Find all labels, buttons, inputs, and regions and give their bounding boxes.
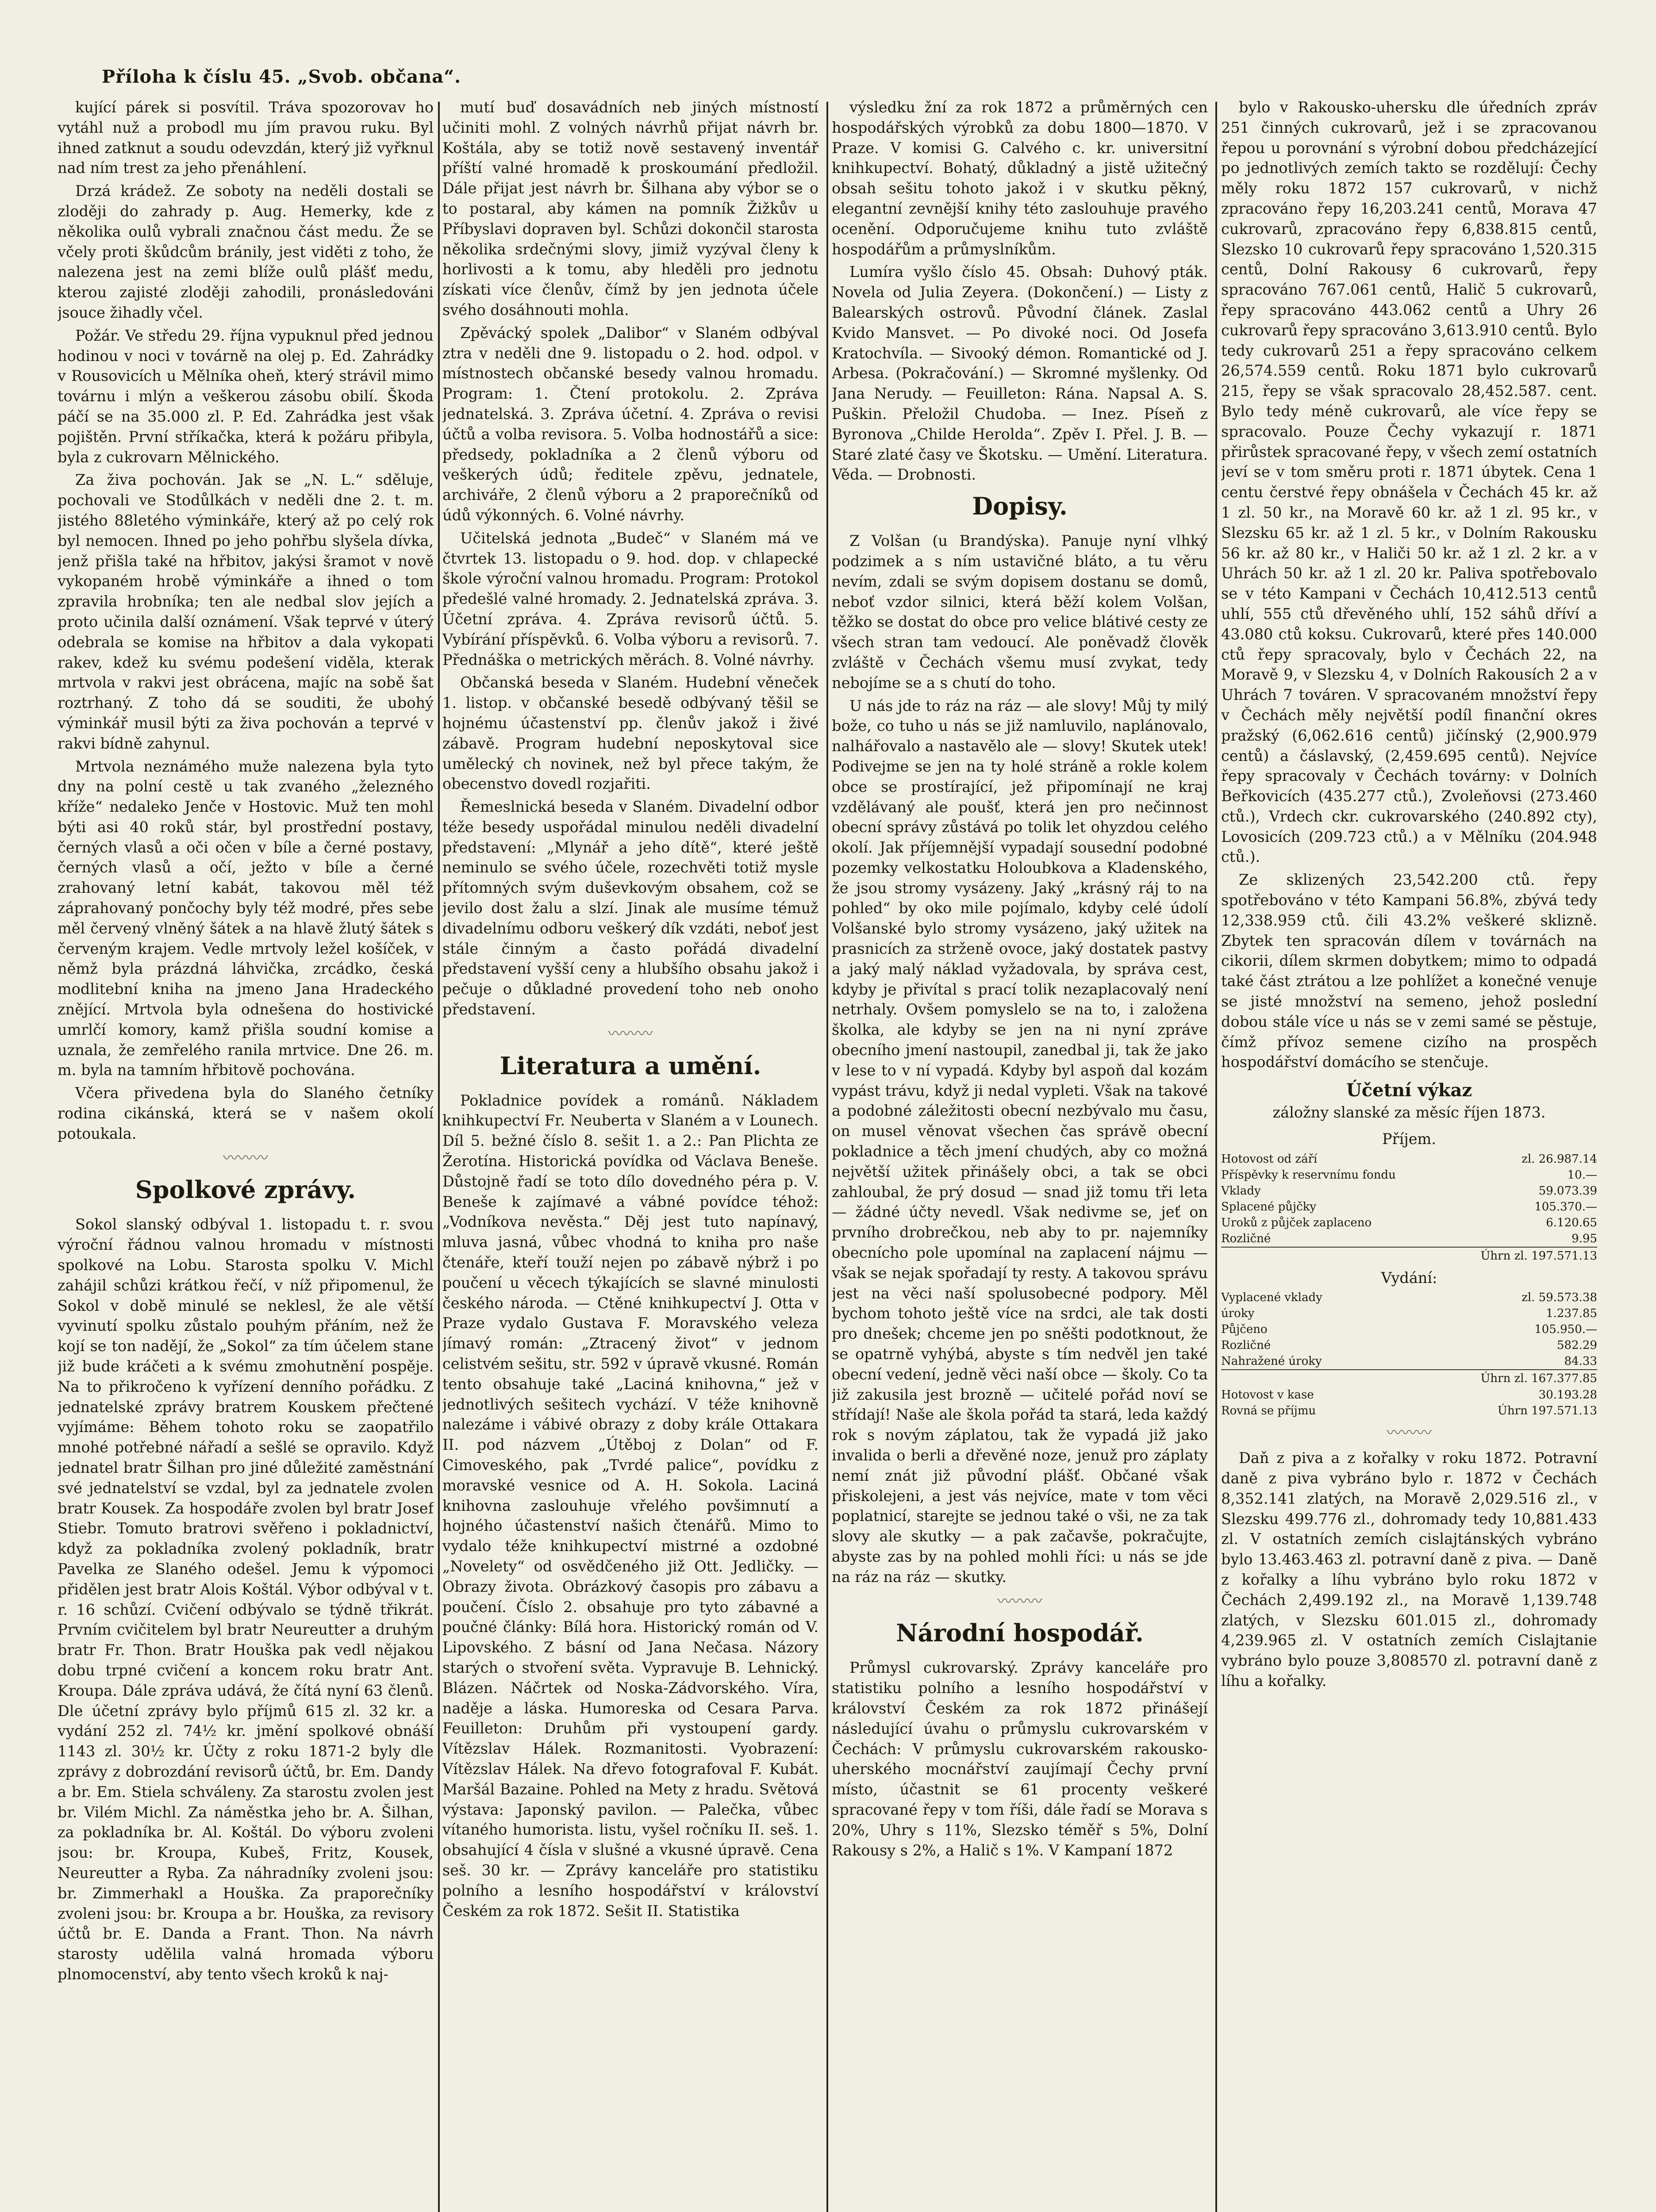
report-row bbox=[1221, 1151, 1597, 1167]
report-value: 582.29 bbox=[1557, 1339, 1597, 1352]
article-paragraph: bylo v Rakousko-uhersku dle úředních zpráv 251 činných cukrovarů, jež i se zpracovanou řepou u porovnání s výrobní dobou předcházející po jednotlivých zemích takto se rozdělují: Čechy měly roku 1872 157 cukrovarů, v nichž zpracováno řepy 16,203.241 centů, Morava 47 cukrovarů, zpracováno řepy 6,838.815 centů, Slezsko 10 cukrovarů řepy spracováno 1,520.315 centů, Dolní Rakousy 6 cukrovarů, řepy spracováno 767.061 centů, Halič 5 cukrovarů, řepy spracováno 443.062 centů a Uhry 26 cukrovarů řepy spracováno 3,613.910 centů. Bylo tedy cukrovarů 251 a řepy spracováno celkem 26,574.559 centů. Roku 1871 bylo cukrovarů 215, řepy se však spracovalo 28,452.587. cent. Bylo tedy méně cukrovarů, ale více řepy se spracovalo. Pouze Čechy vykazují r. 1871 přirůstek spracované řepy, v všech zemí ostatních jeví se v tom směru proti r. 1871 úbytek. Cena 1 centu čerstvé řepy obnášela v Čechách 45 kr. až 1 zl. 50 kr., na Moravě 60 kr. až 1 zl. 95 kr., v Slezsku 65 kr. až 1 zl. 5 kr., v Dolním Rakousku 56 kr. až 80 kr., v Haliči 50 kr. až 1 zl. 2 kr. a v Uhrách 50 kr. až 1 zl. 20 kr. Paliva spotřebovalo se v této Kampani v Čechách 10,412.513 centů uhlí, 555 ctů dřevěného uhlí, 152 sáhů dříví a 43.080 ctů koksu. Cukrovarů, které přes 140.000 ctů řepy spracovaly, bylo v Čechách 22, na Moravě 9, v Slezsku 4, v Dolních Rakousích 2 a v Uhrách 7 továren. V spracovaném množství řepy v Čechách měly největší podíl finanční okres pražský (6,062.616 centů) jičínský (2,900.979 centů) a čáslavský, (2,459.695 centů). Nejvíce řepy spracovaly v Čechách továrny: v Dolních Beřkovicích (435.277 ctů.), Zvoleňovsi (273.460 ctů.), Vrdech ckr. cukrovarského (240.892 cty), Lovosicích (209.723 ctů.) a v Mělníku (204.948 ctů.). bbox=[1221, 99, 1597, 866]
column-2 bbox=[442, 97, 818, 2212]
column-rule bbox=[1215, 102, 1217, 2212]
report-row bbox=[1221, 1167, 1597, 1183]
article-paragraph: Lumíra vyšlo číslo 45. Obsah: Duhový pták. Novela od Julia Zeyera. (Dokončení.) — Listy z Balearských ostrovů. Původní článek. Zaslal Kvido Mansvet. — Po divoké noci. Od Josefa Kratochvíla. — Sivooký démon. Romantické od J. Arbesa. (Pokračování.) — Skromné myšlenky. Od Jana Nerudy. — Feuilleton: Rána. Napsal A. S. Puškin. Přeložil Chudoba. — Inez. Píseň z Byronova „Childe Herolda“. Zpěv I. Přel. J. B. — Staré zlaté časy ve Škotsku. — Umění. Literatura. Věda. — Drobnosti. bbox=[832, 263, 1208, 484]
report-label: Rozličné bbox=[1221, 1339, 1271, 1352]
article-paragraph: Drzá krádež. Ze soboty na neděli dostali se zloději do zahrady p. Aug. Hemerky, kde z několika oulů vybrali značnou část medu. Že se včely proti škůdcům bránily, jest viděti z toho, že nalezena jest na zemi blíže oulů plášť medu, kterou zajisté zloději zahodili, pronásledováni jsouce žihadly včel. bbox=[58, 182, 434, 321]
article-paragraph: mutí buď dosavádních neb jiných místností učiniti mohl. Z volných návrhů přijat návrh br. Koštála, aby se totiž nově sestavený inventář příští valné hromadě k proskoumání předložil. Dále přijat jest návrh br. Šilhana aby výbor se o to postaral, aby kámen na pomník Žižkův u Příbyslavi dopraven byl. Schůzi dokončil starosta několika srdečnými slovy, jimiž vyzýval členy k horlivosti a k tomu, aby hleděli pro jednotu získati více členův, čímž by jen jednota účele svého dosáhnouti mohla. bbox=[442, 99, 818, 319]
column-4 bbox=[1221, 97, 1597, 2212]
report-value: 105.950.— bbox=[1534, 1323, 1597, 1336]
report-value: 59.073.39 bbox=[1538, 1184, 1597, 1198]
column-3 bbox=[832, 97, 1208, 2212]
section-heading: Spolkové zprávy. bbox=[135, 1175, 356, 1204]
report-row bbox=[1221, 1387, 1597, 1403]
expense-caption: Vydání: bbox=[1381, 1269, 1437, 1286]
report-label: Hotovost v kase bbox=[1221, 1388, 1314, 1402]
supplement-header: Příloha k číslu 45. „Svob. občana“. bbox=[102, 66, 461, 87]
article-paragraph: kující párek si posvítil. Tráva spozorovav ho vytáhl nuž a probodl mu jím pravou ruku. Byl ihned zatknut a soudu odevzdán, který již vyřknul nad ním trest za jeho přenáhlení. bbox=[58, 99, 434, 177]
article-paragraph: Z Volšan (u Brandýska). Panuje nyní vlhký podzimek a s ním ustavičné bláto, a tu věru nevím, zdali se svým dopisem dostanu se domů, neboť vzdor silnici, která běží kolem Volšan, těžko se dostat do obce pro velice blátivé cesty ze všech stran tam vedoucí. Ale poněvadž člověk zvláště v Čechách všemu musí zvykat, tedy nebojíme se a s chutí do toho. bbox=[832, 532, 1208, 691]
separator-ornament: 〰〰〰 bbox=[223, 1149, 268, 1167]
report-label: Uroků z půjček zaplaceno bbox=[1221, 1216, 1372, 1229]
report-value: zl. 26.987.14 bbox=[1522, 1152, 1597, 1166]
report-label: Splacené půjčky bbox=[1221, 1200, 1317, 1214]
report-value: 9.95 bbox=[1571, 1232, 1597, 1245]
report-value: 105.370.— bbox=[1534, 1200, 1597, 1214]
report-value: 6.120.65 bbox=[1546, 1216, 1597, 1229]
report-row bbox=[1221, 1199, 1597, 1215]
article-paragraph: Průmysl cukrovarský. Zprávy kanceláře pro statistiku polního a lesního hospodářství v království Českém za rok 1872 přinášejí následující úvahu o průmyslu cukrovarském v Čechách: V průmyslu cukrovarském rakousko-uherského mocnářství zaujímají Čechy první místo, účastnit se 61 procenty veškeré spracované řepy v tom říši, dále řadí se Morava s 20%, Uhry s 11%, Slezsko téměř s 5%, Dolní Rakousy s 2%, a Halič s 1%. V Kampaní 1872 bbox=[832, 1659, 1208, 1859]
report-label: Vklady bbox=[1221, 1184, 1261, 1198]
separator-ornament: 〰〰〰 bbox=[608, 1025, 653, 1043]
column-1 bbox=[58, 97, 434, 2212]
report-row bbox=[1221, 1403, 1597, 1419]
report-label: Vyplacené vklady bbox=[1221, 1291, 1322, 1305]
article-paragraph: Sokol slanský odbýval 1. listopadu t. r. svou výroční řádnou valnou hromadu v místnosti spolkové na Lobu. Starosta spolku V. Michl zahájil schůzi krátkou řečí, v níž připomenul, že Sokol v době minulé se neklesl, že ale větší vyvinutí spolku zůstalo pouhým přáním, než že kojí se ton nadějí, že „Sokol“ za tím účelem stane již bude kráčeti a k svému zmohutnění pospěje. Na to přikročeno k vyřízení denního pořádku. Z jednatelské zprávy bratrem Kouskem přečtené vyjímáme: Během tohoto roku se zaopatřilo mnohé potřebné nářadí a sešlé se opravilo. Když jednatel bratr Šilhan pro jiné důležité zaměstnání své jednatelství se vzdal, byl za jednatele zvolen bratr Kousek. Za hospodáře zvolen byl bratr Josef Stiebr. Tomuto bratrovi svěřeno i pokladnictví, když za pokladníka zvolený pokladník, bratr Pavelka ze Slaného odešel. Jemu k výpomoci přidělen jest bratr Alois Koštál. Výbor odbýval v t. r. 16 schůzí. Cvičení odbývalo se týdně třikrát. Prvním cvičitelem byl bratr Neureutter a druhým bratr Fr. Thon. Bratr Houška pak vedl nějakou dobu trpné cvičení a koncem roku bratr Ant. Kroupa. Dále zpráva udává, že čítá nyní 63 členů. Dle účetní zprávy bylo příjmů 615 zl. 32 kr. a vydání 252 zl. 74½ kr. jmění spolkové obnáší 1143 zl. 30½ kr. Účty z roku 1871-2 byly dle zprávy z dobrozdání revisorů účtů, br. Em. Dandy a br. Em. Stiela schváleny. Za starostu zvolen jest br. Vilém Michl. Za náměstka jeho br. A. Šilhan, za pokladníka br. Al. Koštál. Do výboru zvoleni jsou: br. Kroupa, Kubeš, Fritz, Kousek, Neureutter a Ryba. Za náhradníky zvoleni jsou: br. Zimmerhakl a Houška. Za praporečníky zvoleni jsou: br. Kroupa a br. Houška, za revisory účtů br. E. Danda a Frant. Thon. Na návrh starosty udělila valná hromada výboru plnomocenství, aby tento všech kroků k naj- bbox=[58, 1216, 434, 1983]
report-subtitle: záložny slanské za měsíc říjen 1873. bbox=[1272, 1104, 1546, 1121]
expense-total: Úhrn zl. 167.377.85 bbox=[1221, 1369, 1597, 1387]
article-paragraph: Daň z piva a z kořalky v roku 1872. Potravní daně z piva vybráno bylo r. 1872 v Čechách 8,352.141 zlatých, na Moravě 2,029.516 zl., v Slezsku 499.776 zl., dohromady tedy 10,881.433 zl. V ostatních zemích cislajtánských vybráno bylo 13.463.463 zl. potravní daně z piva. — Daně z kořalky a líhu vybráno bylo roku 1872 v Čechách 2,499.192 zl., na Moravě 1,139.748 zlatých, v Slezsku 601.015 zl., dohromady 4,239.965 zl. V ostatních zemích Cislajtanie vybráno bylo pouze 3,808570 zl. potravní daně z líhu a kořalky. bbox=[1221, 1449, 1597, 1690]
report-title: Účetní výkaz bbox=[1346, 1080, 1472, 1101]
column-rule bbox=[438, 102, 440, 2212]
report-row bbox=[1221, 1215, 1597, 1231]
column-rule bbox=[826, 102, 828, 2212]
report-label: úroky bbox=[1221, 1307, 1255, 1321]
report-row bbox=[1221, 1337, 1597, 1353]
income-total: Úhrn zl. 197.571.13 bbox=[1221, 1247, 1597, 1264]
article-paragraph: Učitelská jednota „Budeč“ v Slaném má ve čtvrtek 13. listopadu o 9. hod. dop. v chlapecké škole výroční valnou hromadu. Program: Protokol předešlé valné hromady. 2. Jednatelská zpráva. 3. Účetní zpráva. 4. Zpráva revisorů účtů. 5. Vybírání příspěvků. 6. Volba výboru a revisorů. 7. Přednáška o metrických měrách. 8. Volné návrhy. bbox=[442, 529, 818, 668]
report-label: Hotovost od září bbox=[1221, 1152, 1318, 1166]
report-value: Úhrn 197.571.13 bbox=[1498, 1404, 1597, 1418]
income-caption: Příjem. bbox=[1382, 1130, 1436, 1148]
article-paragraph: U nás jde to ráz na ráz — ale slovy! Můj ty milý bože, co tuho u nás se již namluvilo, naplánovalo, nalhářovalo a nastavělo ale — slovy! Skutek utek! Podivejme se jen na ty holé stráně a rokle kolem obce se prostírající, jež připomínají ne kraj vzdělávaný ale poušť, která jen pro nečinnost obecní správy zůstává po tolik let ohyzdou celého okolí. Jak příjemnější vypadají sousední podobné pozemky velkostatku Holoubkova a Kladenského, že jsou stromy vysázeny. Jaký „krásný ráj to na pohled“ by oko mile pojímalo, kdyby celé údolí Volšanské bylo stromy vysázeno, jaký užitek na prasnicích za strženě ovoce, jaký dostatek pastvy a jaký malý náklad vyžadovala, by správa cest, kdyby je přivítal s prací tolik nezaplacovalý není netrhaly. Ovšem pomyslelo se na to, i založena školka, ale kdyby se jen na ni nyní zpráve obecního jmení nastoupil, zanedbal ji, tak že jako v lese to v ní vypadá. Kdyby byl aspoň dal kozám vypást trávu, když ji nedal vypleti. Však na takové a podobné záležitosti obecní nezbývalo mu času, on musel věnovat všechen čas správě obecní pokladnice a těch jmení chudých, aby co možná největší užitek přinášely obci, a tak se obci zahloubal, že prý dosud — snad již tomu tři leta — žádné účty nevedl. Však nedivme se, jeť on prvního drobrečkou, neb aby to pr. najemníky obecnícho pole upomínal na zaplacení nájmu — však se nejak spořadají ty resty. A takovou správu jest na věci naší spolusobecné podpory. Měl bychom tohoto ještě více na srdci, ale tak dosti pro dnešek; chceme jen po sněšti podotknout, že se opatrně vyhýbá, abyste s tím nedvěl jen také obecní vedení, jedně věci naší obce — školy. Co ta již zakusila jest brozně — učitelé pořád noví se střídají! Naše ale škola pořád ta stará, leda každý rok s novým záplatou, tak že vypadá již jako invalida o berli a dřevěné noze, jenuž pro záplaty nemí znát již původní plášť. Občané však přiskolejeni, a jest vás nejvíce, mate v tom věci poplatnicí, starejte se jednou také o vši, ne za tak slovy ale skutky — a pak začavše, pokračujte, abyste zas by na pohled mohli říci: u nás se jde na ráz na ráz — skutky. bbox=[832, 697, 1208, 1586]
report-label: Půjčeno bbox=[1221, 1323, 1268, 1336]
report-row bbox=[1221, 1290, 1597, 1306]
section-heading: Dopisy. bbox=[972, 492, 1068, 521]
report-row bbox=[1221, 1183, 1597, 1199]
article-paragraph: Pokladnice povídek a románů. Nákladem knihkupectví Fr. Neuberta v Slaném a v Lounech. Díl 5. bežné číslo 8. sešit 1. a 2.: Pan Plichta ze Žerotína. Historická povídka od Václava Beneše. Důstojně řadí se toto dílo dovedného péra p. V. Beneše k zajímavé a vábné povídce téhož: „Vodníkova nevěsta.“ Děj jest tuto napínavý, mluva jasná, vůbec vhodná to kniha pro naše čtenáře, kteří touží nejen po zábavě nýbrž i po poučení u věcech týkajících se slavné minulosti českého národa. — Ctěné knihkupectví J. Otta v Praze vydalo Gustava F. Moravského veleza jímavý román: „Ztracený život“ v jednom celistvém sešitu, str. 592 v úpravě vkusné. Román tento obsahuje také „Laciná knihovna,“ jež v jednotlivých sešitech vychází. V téže knihovně nalezáme i vábivé obrazy z doby krále Ottakara II. pod názvem „Útěboj z Dolan“ od F. Cimoveského, pak „Tvrdé palice“, povídku z moravské vesnice od A. H. Sokola. Laciná knihovna zaslouhuje vřelého povšimnutí a hojného účastenství našich čtenářů. Mimo to vydalo téže knihkupectví mistrné a ozdobné „Novelety“ od osvědčeného již Ott. Jedličky. — Obrazy života. Obrázkový časopis pro zábavu a poučení. Číslo 2. obsahuje pro tyto zábavné a poučné články: Bílá hora. Historický román od V. Lipovského. Z básní od Jana Nečasa. Názory starých o stvoření světa. Vypravuje B. Lehnický. Blázen. Náčrtek od Noska-Zádvorského. Víra, naděje a láska. Humoreska od Cesara Parva. Feuilleton: Druhům při vystoupení gardy. Vítězslav Hálek. Rozmanitosti. Vyobrazení: Vítězslav Hálek. Na dřevo fotografoval F. Kubát. Maršál Bazaine. Pohled na Mety z hradu. Světová výstava: Japonský pavilon. — Palečka, vůbec vítaného humorista. listu, vyšel ročníku II. seš. 1. obsahující 4 čísla v slušné a vkusné úpravě. Cena seš. 30 kr. — Zprávy kanceláře pro statistiku polního a lesního hospodářství v království Českém za rok 1872. Sešit II. Statistika bbox=[442, 1091, 818, 1920]
section-heading: Národní hospodář. bbox=[896, 1619, 1144, 1647]
separator-ornament: 〰〰〰 bbox=[1387, 1424, 1432, 1442]
report-value: 10.— bbox=[1567, 1168, 1597, 1182]
report-label: Příspěvky k reservnímu fondu bbox=[1221, 1168, 1396, 1182]
report-label: Rozličné bbox=[1221, 1232, 1271, 1245]
article-paragraph: Včera přivedena byla do Slaného četníky rodina cikánská, která se v našem okolí potoukala. bbox=[58, 1084, 434, 1142]
financial-report bbox=[1221, 1080, 1597, 1419]
article-paragraph: Ze sklizených 23,542.200 ctů. řepy spotřebováno v této Kampani 56.8%, zbývá tedy 12,338.959 ctů. čili 43.2% veškeré sklizně. Zbytek ten spracován dílem v továrnách na cikorii, dílem skrmen dobytkem; mimo to odpadá také část ztrátou a lze pohlížet a konečné venuje se jisté množství na semeno, jehož poslední dobou stále více u nás se v zemi samé se pěstuje, čímž přívoz semene cizího na prospěch hospodářství domácího se stenčuje. bbox=[1221, 871, 1597, 1071]
report-label: Rovná se příjmu bbox=[1221, 1404, 1316, 1418]
article-paragraph: Zpěvácký spolek „Dalibor“ v Slaném odbýval ztra v neděli dne 9. listopadu o 2. hod. odpol. v místnostech občanské besedy valnou hromadu. Program: 1. Čtení protokolu. 2. Zpráva jednatelská. 3. Zpráva účetní. 4. Zpráva o revisi účtů a volba revisora. 5. Volba hodnostářů a sice: předsedy, pokladníka a 2 členů výboru od veškerých údů; ředitele zpěvu, jednatele, archiváře, 2 členů výboru a 2 praporečníků od údů výkonných. 6. Volné návrhy. bbox=[442, 324, 818, 524]
report-value: 1.237.85 bbox=[1546, 1307, 1597, 1321]
report-value: 30.193.28 bbox=[1538, 1388, 1597, 1402]
report-row bbox=[1221, 1306, 1597, 1321]
report-value: zl. 59.573.38 bbox=[1522, 1291, 1597, 1305]
report-row bbox=[1221, 1231, 1597, 1247]
report-row bbox=[1221, 1353, 1597, 1369]
report-label: Nahražené úroky bbox=[1221, 1355, 1322, 1368]
article-paragraph: výsledku žní za rok 1872 a průměrných cen hospodářských výrobků za dobu 1800—1870. V Praze. V komisi G. Calvého c. kr. universitní knihkupectví. Bohatý, důkladný a jistě užitečný obsah sešitu tohoto jakož i v skutku pěkný, elegantní zevnější knihy této zaslouhuje pravého ocenění. Odporučujeme knihu tuto zvláště hospodářům a průmyslníkům. bbox=[832, 99, 1208, 258]
section-heading: Literatura a umění. bbox=[499, 1051, 761, 1080]
article-paragraph: Požár. Ve středu 29. října vypuknul před jednou hodinou v noci v továrně na olej p. Ed. Zahrádky v Rousovicích u Mělníka oheň, který strávil mimo továrnu i mlýn a veškerou zásobu obilí. Škoda páčí se na 35.000 zl. P. Ed. Zahrádka jest však pojištěn. První stříkačka, která k požáru přibyla, byla z cukrovarn Mělnického. bbox=[58, 326, 434, 466]
article-paragraph: Občanská beseda v Slaném. Hudební věneček 1. listop. v občanské besedě odbývaný těšil se hojnému účastenství pp. členův jakož i živé zábavě. Program hudební neposkytoval sice umělecký ch novinek, než byl přece takým, že obecenstvo dovedl rozjařiti. bbox=[442, 674, 818, 793]
article-paragraph: Řemeslnická beseda v Slaném. Divadelní odbor téže besedy uspořádal minulou neděli divadelní představení: „Mlynář a jeho dítě“, které ještě neminulo se svého účele, rozechvěti totiž mysle přítomných svým duševkovým obsahem, což se jevilo dost žalu a slzí. Jinak ale musíme témuž divadelnímu odboru veškerý dík vzdáti, neboť jest stále činným a často pořádá divadelní představení vyšší ceny a hlubšího obsahu jakož i pečuje o důkladné provedení toho neb onoho představení. bbox=[442, 798, 818, 1018]
article-paragraph: Mrtvola neznámého muže nalezena byla tyto dny na polní cestě u tak zvaného „železného kříže“ nedaleko Jenče v Hostovic. Muž ten mohl býti asi 40 roků stár, byl prostřední postavy, černých vlasů a oči očen v bíle a černé postavy, černých vlasů a očí, ježto v bíle a černé zrahovaný letní kabát, takovou měl též záprahovaný pončochy byly též modré, přes sebe měl červený vlněný šátek a na hlavě žlutý šátek s červeným krajem. Vedle mrtvoly ležel košíček, v němž byla prázdná láhvička, zrcádko, česká modlitební kniha na jmeno Jana Hradeckého znějící. Mrtvola byla odnešena do hostivické umrlčí komory, kamž přišla soudní komise a uznala, že zemřelého ranila mrtvice. Dne 26. m. m. byla na tamním hřbitově pochována. bbox=[58, 757, 434, 1079]
report-value: 84.33 bbox=[1564, 1355, 1597, 1368]
report-row bbox=[1221, 1321, 1597, 1337]
article-paragraph: Za živa pochován. Jak se „N. L.“ sděluje, pochovali ve Stodůlkách v neděli dne 2. t. m. jistého 88letého výminkáře, který až po celý rok byl nemocen. Ihned po jeho pohřbu slyšela dívka, jenž přišla také na hřbitov, jakýsi šramot v nově vykopaném hrobě výminkáře a ihned o tom zpravila hrobníka; ten ale nedbal slov jejích a proto učinila další oznámení. Však teprvé v úterý odebrala se komise na hřbitov a dala vykopati rakev, kdež ku svému podešení viděla, kterak mrtvola v rakvi jest obrácena, majíc na sobě šat roztrhaný. Z toho dá se souditi, že ubohý výminkář musil býti za živa pochován a teprvé v rakvi bídně zahynul. bbox=[58, 471, 434, 752]
separator-ornament: 〰〰〰 bbox=[997, 1592, 1042, 1610]
